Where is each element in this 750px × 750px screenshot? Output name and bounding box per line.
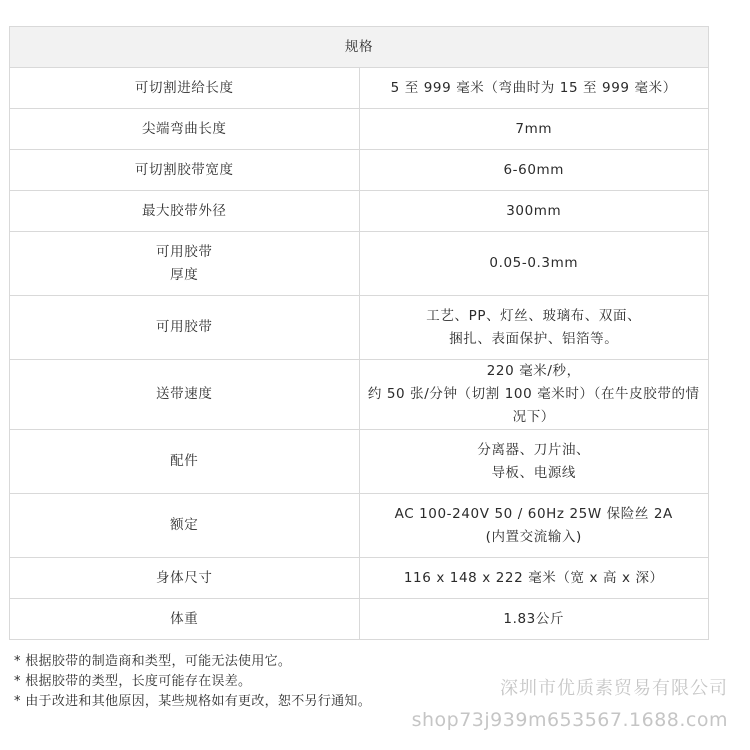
spec-value-line: 分离器、刀片油、: [477, 441, 591, 458]
spec-label-line: 送带速度: [156, 386, 213, 402]
spec-value: [359, 430, 709, 494]
table-header-row: [10, 27, 709, 68]
spec-label-line: 体重: [170, 610, 199, 627]
spec-value: [359, 150, 709, 191]
spec-label: [10, 558, 360, 599]
watermark-company: 深圳市优质素贸易有限公司: [500, 678, 728, 699]
spec-label-line: 尖端弯曲长度: [141, 120, 227, 137]
table-row: [10, 109, 709, 150]
spec-label-line: 可用胶带: [156, 319, 213, 335]
spec-label-line: 可切割胶带宽度: [134, 161, 234, 178]
spec-value: [359, 494, 709, 558]
spec-value-line: 220 毫米/秒，: [486, 363, 581, 379]
spec-value: [359, 360, 709, 430]
spec-value-line: 116 x 148 x 222 毫米（宽 x 高 x 深）: [403, 569, 664, 586]
table-row: [10, 68, 709, 109]
table-header: 规格: [10, 27, 709, 68]
spec-label: [10, 599, 360, 640]
footnote: * 由于改进和其他原因，某些规格如有更改，恕不另行通知。: [14, 694, 372, 709]
spec-label-line: 最大胶带外径: [141, 202, 227, 219]
spec-value: [359, 109, 709, 150]
spec-value-line: AC 100-240V 50 / 60Hz 25W 保险丝 2A: [394, 505, 673, 522]
spec-value-line: 7mm: [515, 120, 553, 137]
footnotes: [14, 652, 371, 712]
spec-label-line: 可用胶带: [156, 243, 213, 260]
spec-label-line: 额定: [170, 517, 199, 533]
spec-label: [10, 494, 360, 558]
spec-value-line: 工艺、PP、灯丝、玻璃布、双面、: [426, 307, 642, 324]
spec-label: [10, 296, 360, 360]
spec-value-line: 1.83公斤: [503, 610, 565, 627]
table-row: [10, 599, 709, 640]
spec-value: [359, 68, 709, 109]
table-row: [10, 558, 709, 599]
spec-value: [359, 558, 709, 599]
spec-label-line: 厚度: [170, 266, 199, 283]
spec-label: [10, 360, 360, 430]
spec-label: [10, 430, 360, 494]
footnote: * 根据胶带的制造商和类型，可能无法使用它。: [14, 654, 292, 669]
table-body: [10, 68, 709, 640]
spec-value-line: 0.05-0.3mm: [489, 255, 579, 271]
spec-value: [359, 232, 709, 296]
spec-value-line: 约 50 张/分钟（切割 100 毫米时）（在牛皮胶带的情况下）: [367, 386, 700, 425]
spec-label-line: 配件: [170, 453, 199, 469]
spec-value-line: 5 至 999 毫米（弯曲时为 15 至 999 毫米）: [390, 79, 677, 96]
table-row: [10, 360, 709, 430]
spec-value-line: 捆扎、表面保护、铝箔等。: [449, 330, 619, 347]
table-row: [10, 296, 709, 360]
spec-label: [10, 68, 360, 109]
spec-value-line: 导板、电源线: [491, 464, 577, 481]
spec-label: [10, 150, 360, 191]
table-row: [10, 430, 709, 494]
watermark-url: shop73j939m653567.1688.com: [411, 709, 728, 731]
spec-label-line: 身体尺寸: [156, 569, 213, 586]
table-row: [10, 191, 709, 232]
spec-value: [359, 296, 709, 360]
spec-value: [359, 599, 709, 640]
spec-label: [10, 191, 360, 232]
spec-table: [9, 26, 709, 640]
spec-value-line: (内置交流输入): [485, 528, 582, 545]
spec-label-line: 可切割进给长度: [134, 79, 234, 96]
table-row: [10, 150, 709, 191]
spec-value-line: 6-60mm: [503, 161, 565, 178]
spec-value-line: 300mm: [506, 202, 562, 219]
footnote: * 根据胶带的类型，长度可能存在误差。: [14, 674, 252, 689]
table-row: [10, 494, 709, 558]
spec-label: [10, 109, 360, 150]
spec-label: [10, 232, 360, 296]
table-row: [10, 232, 709, 296]
spec-value: [359, 191, 709, 232]
